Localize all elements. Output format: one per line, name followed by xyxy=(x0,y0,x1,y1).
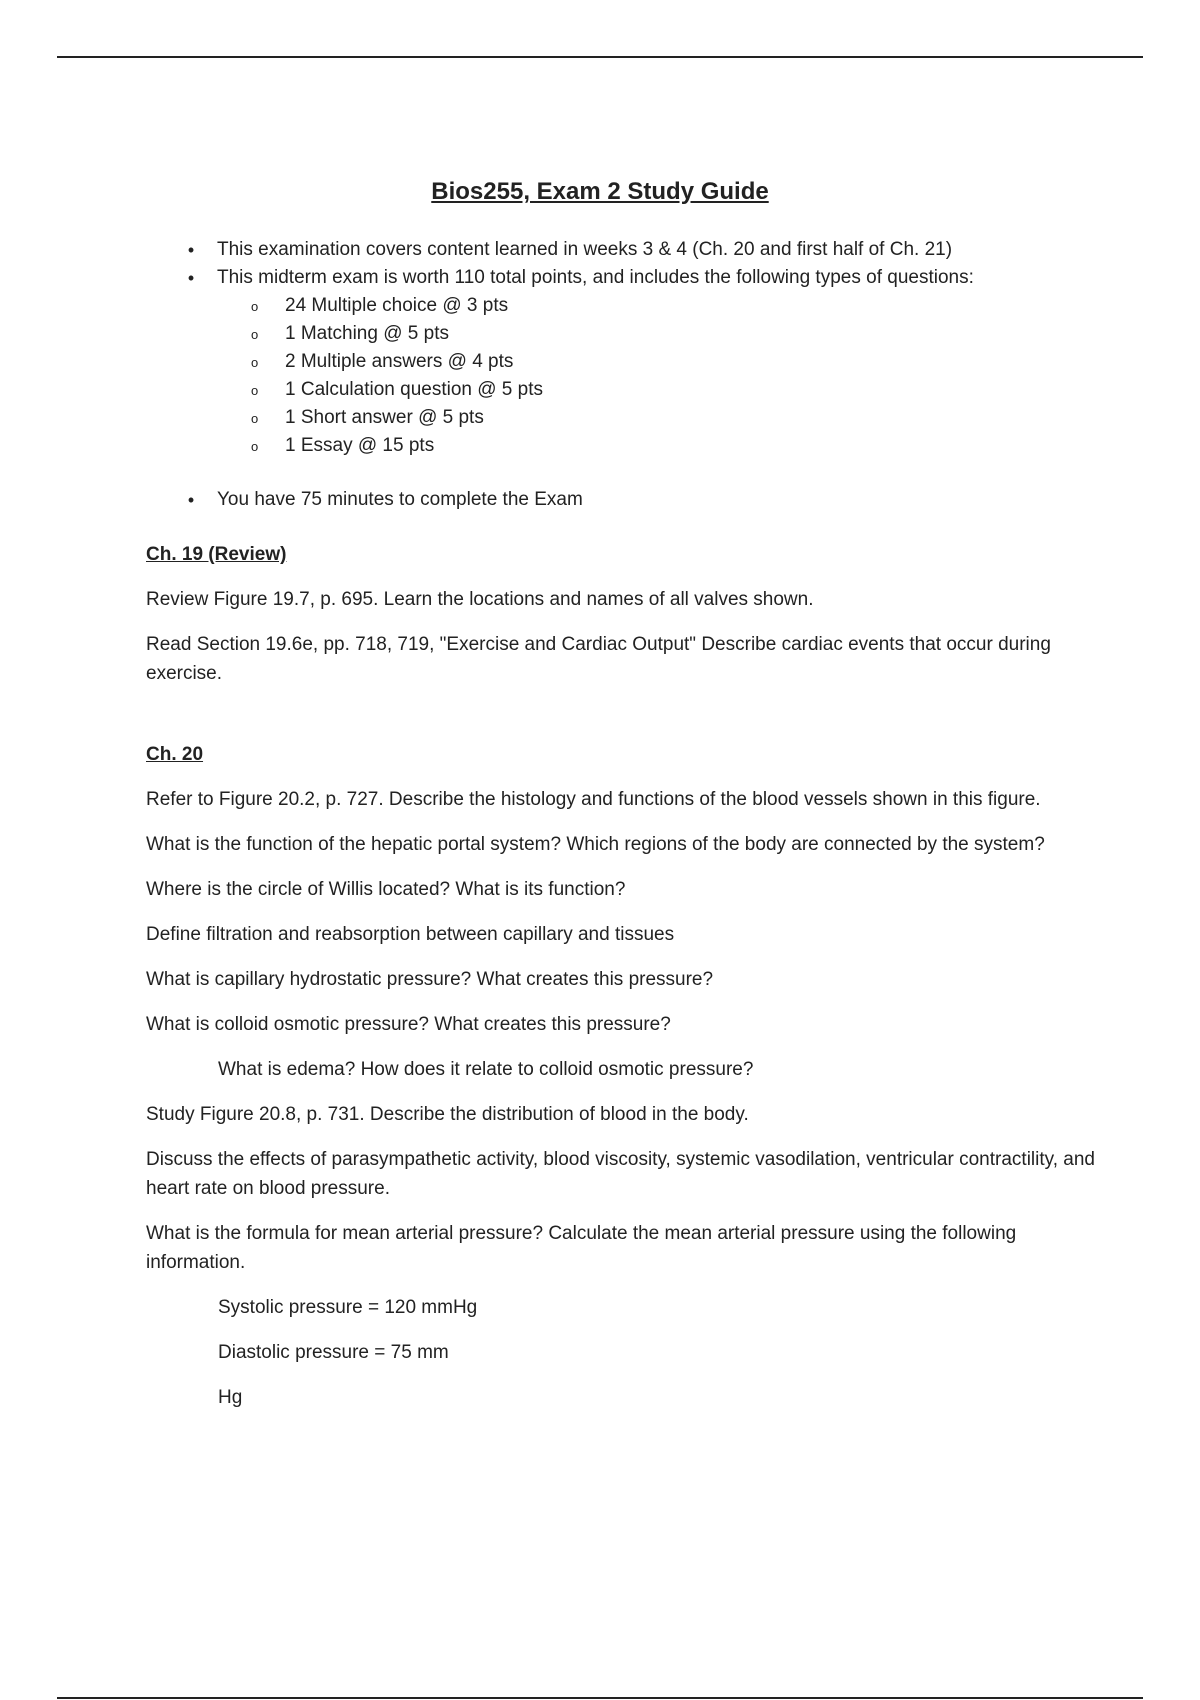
list-item xyxy=(185,486,1085,514)
exam-overview-list xyxy=(185,236,1085,514)
question-type: 24 Multiple choice @ 3 pts xyxy=(285,295,509,316)
list-item xyxy=(251,320,1085,348)
circle-bullet-icon: o xyxy=(251,383,259,398)
study-content xyxy=(146,540,1106,1428)
diastolic-value: Diastolic pressure = 75 mm xyxy=(218,1342,449,1363)
list-item xyxy=(251,432,1085,460)
list-item xyxy=(251,404,1085,432)
header-rule xyxy=(57,56,1143,58)
list-item xyxy=(251,376,1085,404)
list-item xyxy=(185,264,1085,460)
section-heading-ch20: Ch. 20 xyxy=(146,744,204,765)
question-type: 1 Matching @ 5 pts xyxy=(285,323,449,344)
circle-bullet-icon: o xyxy=(251,411,259,426)
study-item: Where is the circle of Willis located? What is its function? xyxy=(146,879,626,900)
study-item: What is the function of the hepatic portal system? Which regions of the body are connected by the system? xyxy=(146,834,1045,855)
study-item: What is colloid osmotic pressure? What creates this pressure? xyxy=(146,1014,671,1035)
page-title: Bios255, Exam 2 Study Guide xyxy=(431,178,769,205)
question-types-list xyxy=(217,292,1085,460)
circle-bullet-icon: o xyxy=(251,355,259,370)
question-type: 1 Essay @ 15 pts xyxy=(285,435,435,456)
list-item xyxy=(251,292,1085,320)
bullet-icon: • xyxy=(187,240,195,260)
study-item: What is capillary hydrostatic pressure? What creates this pressure? xyxy=(146,969,714,990)
circle-bullet-icon: o xyxy=(251,327,259,342)
study-item: Define filtration and reabsorption between capillary and tissues xyxy=(146,924,675,945)
overview-text: This midterm exam is worth 110 total points, and includes the following types of questions: xyxy=(217,267,974,288)
question-type: 1 Short answer @ 5 pts xyxy=(285,407,484,428)
footer-rule xyxy=(57,1697,1143,1699)
question-type: 1 Calculation question @ 5 pts xyxy=(285,379,543,400)
time-note: You have 75 minutes to complete the Exam xyxy=(217,489,583,510)
section-spacer xyxy=(146,704,1106,740)
study-item: Refer to Figure 20.2, p. 727. Describe the histology and functions of the blood vessels shown in this figure. xyxy=(146,789,1041,810)
question-type: 2 Multiple answers @ 4 pts xyxy=(285,351,514,372)
circle-bullet-icon: o xyxy=(251,439,259,454)
bullet-icon: • xyxy=(187,268,195,288)
section-heading-ch19: Ch. 19 (Review) xyxy=(146,544,287,565)
bullet-icon: • xyxy=(187,490,195,510)
overview-text: This examination covers content learned in weeks 3 & 4 (Ch. 20 and first half of Ch. 21) xyxy=(217,239,953,260)
circle-bullet-icon: o xyxy=(251,299,259,314)
study-item: Study Figure 20.8, p. 731. Describe the distribution of blood in the body. xyxy=(146,1104,749,1125)
unit-tail: Hg xyxy=(218,1387,243,1408)
list-item xyxy=(185,236,1085,264)
study-subitem: What is edema? How does it relate to colloid osmotic pressure? xyxy=(218,1059,754,1080)
study-item: Discuss the effects of parasympathetic activity, blood viscosity, systemic vasodilation, ventricular contractility, and heart rate on blood pressure. xyxy=(146,1149,1095,1199)
systolic-value: Systolic pressure = 120 mmHg xyxy=(218,1297,478,1318)
study-item: Review Figure 19.7, p. 695. Learn the locations and names of all valves shown. xyxy=(146,589,814,610)
study-item: Read Section 19.6e, pp. 718, 719, "Exercise and Cardiac Output" Describe cardiac events that occur during exercise. xyxy=(146,634,1051,684)
study-item: What is the formula for mean arterial pressure? Calculate the mean arterial pressure using the following information. xyxy=(146,1223,1017,1273)
list-item xyxy=(251,348,1085,376)
